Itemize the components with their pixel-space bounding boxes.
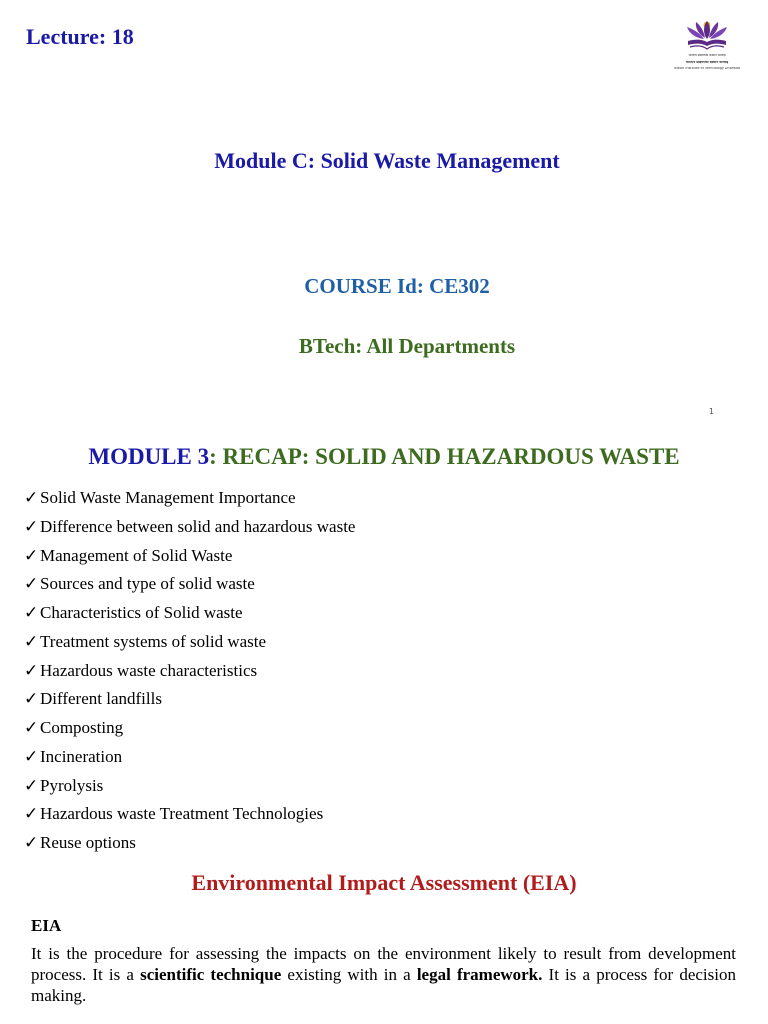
recap-heading (0, 444, 768, 470)
paragraph-text: It is a process for decision making. (31, 965, 736, 1005)
list-item (24, 543, 355, 572)
list-item-label: Pyrolysis (40, 775, 104, 795)
list-item-label: Incineration (40, 746, 123, 766)
paragraph-text: It is the procedure for assessing the impacts on the environment likely to result from development process. It is a (31, 944, 736, 984)
list-item (24, 514, 355, 543)
institute-logo (662, 14, 752, 76)
checkmark-icon: ✓ (24, 775, 39, 795)
list-item (24, 658, 355, 687)
list-item-label: Solid Waste Management Importance (40, 488, 296, 507)
recap-heading-module: MODULE 3 (88, 444, 210, 469)
checkmark-icon: ✓ (24, 746, 39, 766)
list-item (24, 571, 355, 600)
lotus-book-icon (662, 14, 752, 54)
recap-topic-list (24, 485, 355, 859)
list-item (24, 600, 355, 629)
list-item (24, 686, 355, 715)
eia-heading: Environmental Impact Assessment (EIA) (191, 870, 577, 895)
list-item (24, 715, 355, 744)
checkmark-icon: ✓ (24, 804, 39, 824)
checkmark-icon: ✓ (24, 689, 39, 709)
checkmark-icon: ✓ (24, 718, 39, 737)
list-item (24, 830, 355, 859)
list-item (24, 801, 355, 830)
list-item-label: Hazardous waste characteristics (40, 660, 258, 680)
course-id: COURSE Id: CE302 (304, 274, 490, 298)
program-label: BTech: All Departments (298, 334, 516, 358)
slide-number: 1 (708, 407, 714, 416)
logo-tagline: भारतीय प्रौद्योगिकी संस्थान धारवाड़ (688, 54, 726, 57)
checkmark-icon: ✓ (24, 631, 39, 651)
list-item-label: Treatment systems of solid waste (40, 631, 267, 651)
checkmark-icon: ✓ (24, 833, 39, 852)
list-item (24, 629, 355, 658)
eia-subheading: EIA (31, 916, 62, 935)
checkmark-icon: ✓ (24, 603, 39, 622)
list-item-label: Hazardous waste Treatment Technologies (40, 804, 324, 824)
paragraph-emphasis: scientific technique (140, 965, 282, 984)
list-item (24, 744, 355, 773)
recap-heading-title: : RECAP: SOLID AND HAZARDOUS WASTE (209, 444, 680, 469)
lecture-number: Lecture: 18 (26, 24, 134, 49)
list-item-label: Reuse options (40, 833, 136, 852)
module-title: Module C: Solid Waste Management (214, 148, 560, 173)
logo-english-name: Indian Institute of Technology Dharwad (673, 67, 741, 70)
paragraph-text: existing with in a (281, 965, 417, 984)
list-item-label: Difference between solid and hazardous waste (40, 516, 356, 536)
list-item-label: Characteristics of Solid waste (40, 603, 243, 622)
list-item-label: Sources and type of solid waste (40, 574, 255, 594)
list-item-label: Composting (40, 718, 124, 737)
checkmark-icon: ✓ (24, 545, 39, 565)
paragraph-emphasis: legal framework. (416, 965, 543, 984)
eia-definition-paragraph (31, 943, 736, 1006)
checkmark-icon: ✓ (24, 516, 39, 536)
list-item (24, 485, 355, 514)
checkmark-icon: ✓ (24, 488, 39, 507)
list-item-label: Management of Solid Waste (40, 545, 233, 565)
checkmark-icon: ✓ (24, 574, 39, 594)
list-item (24, 773, 355, 802)
list-item-label: Different landfills (40, 689, 162, 709)
logo-hindi-name: भारतीय प्रौद्योगिकी संस्थान धारवाड़ (685, 61, 729, 64)
checkmark-icon: ✓ (24, 660, 39, 680)
